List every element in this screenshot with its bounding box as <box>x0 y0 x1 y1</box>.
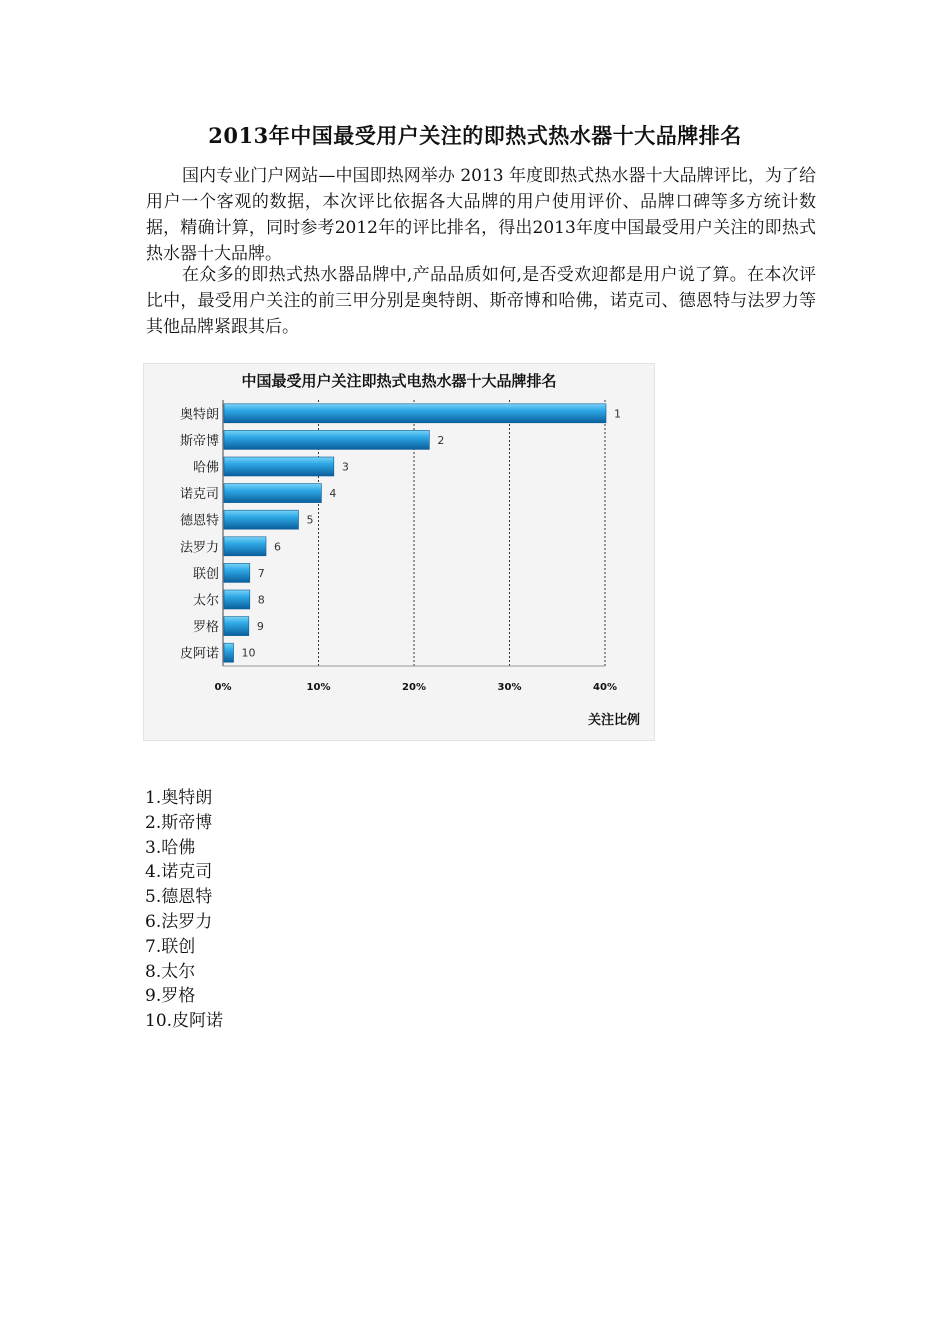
bar <box>224 643 234 662</box>
bar <box>224 430 429 449</box>
data-label: 5 <box>306 513 314 527</box>
data-label: 9 <box>256 620 264 634</box>
category-label: 哈佛 <box>192 460 219 476</box>
category-label: 诺克司 <box>179 487 219 503</box>
data-label: 3 <box>341 460 349 474</box>
list-item: 6.法罗力 <box>145 911 213 932</box>
category-label: 联创 <box>192 566 219 582</box>
summary-paragraph: 在众多的即热式热水器品牌中,产品品质如何,是否受欢迎都是用户说了算。在本次评比中，最受用户关注的前三甲分别是奥特朗、斯帝博和哈佛，诺克司、德恩特与法罗力等其他品牌紧跟其后。 <box>146 265 816 337</box>
list-item: 3.哈佛 <box>145 837 196 858</box>
data-label: 2 <box>437 433 445 447</box>
bar <box>224 590 250 609</box>
document-title: 2013年中国最受用户关注的即热式热水器十大品牌排名 <box>208 123 742 148</box>
category-label: 太尔 <box>192 593 219 609</box>
chart-x-axis-label: 关注比例 <box>587 713 640 728</box>
x-tick-label: 40% <box>593 682 617 693</box>
chart-canvas <box>144 364 654 740</box>
list-item: 10.皮阿诺 <box>145 1011 224 1032</box>
intro-paragraph: 国内专业门户网站—中国即热网举办 2013 年度即热式热水器十大品牌评比，为了给用户一个客观的数据，本次评比依据各大品牌的用户使用评价、品牌口碑等多方统计数据，精确计算，同时参考2012年的评比排名，得出2013年度中国最受用户关注的即热式热水器十大品牌。 <box>146 166 816 264</box>
list-item: 8.太尔 <box>145 961 196 982</box>
category-label: 斯帝博 <box>179 433 219 449</box>
x-tick-label: 10% <box>306 682 331 693</box>
bar <box>224 537 266 556</box>
list-item: 4.诺克司 <box>145 862 213 883</box>
data-label: 6 <box>274 540 282 554</box>
category-label: 法罗力 <box>179 540 219 556</box>
ranking-list <box>145 786 223 1034</box>
bar <box>224 457 334 476</box>
x-tick-label: 20% <box>402 682 426 693</box>
x-tick-label: 0% <box>214 682 232 693</box>
list-item: 2.斯帝博 <box>145 812 213 833</box>
list-item: 1.奥特朗 <box>145 788 213 808</box>
category-label: 德恩特 <box>179 513 219 529</box>
chart-title: 中国最受用户关注即热式电热水器十大品牌排名 <box>241 372 557 390</box>
data-label: 10 <box>241 646 256 660</box>
category-label: 奥特朗 <box>179 407 219 423</box>
category-label: 皮阿诺 <box>179 646 219 662</box>
data-label: 1 <box>614 407 621 421</box>
x-tick-label: 30% <box>497 682 522 693</box>
bar <box>224 617 249 636</box>
list-item: 7.联创 <box>145 936 196 957</box>
data-label: 7 <box>257 566 265 580</box>
list-item: 5.德恩特 <box>145 887 213 908</box>
bar <box>224 484 321 503</box>
list-item: 9.罗格 <box>145 986 196 1007</box>
data-label: 4 <box>329 487 337 501</box>
bar <box>224 563 250 582</box>
bar <box>224 404 606 423</box>
ranking-chart <box>143 363 655 741</box>
category-label: 罗格 <box>192 620 219 636</box>
data-label: 8 <box>257 593 265 607</box>
bar <box>224 510 298 529</box>
